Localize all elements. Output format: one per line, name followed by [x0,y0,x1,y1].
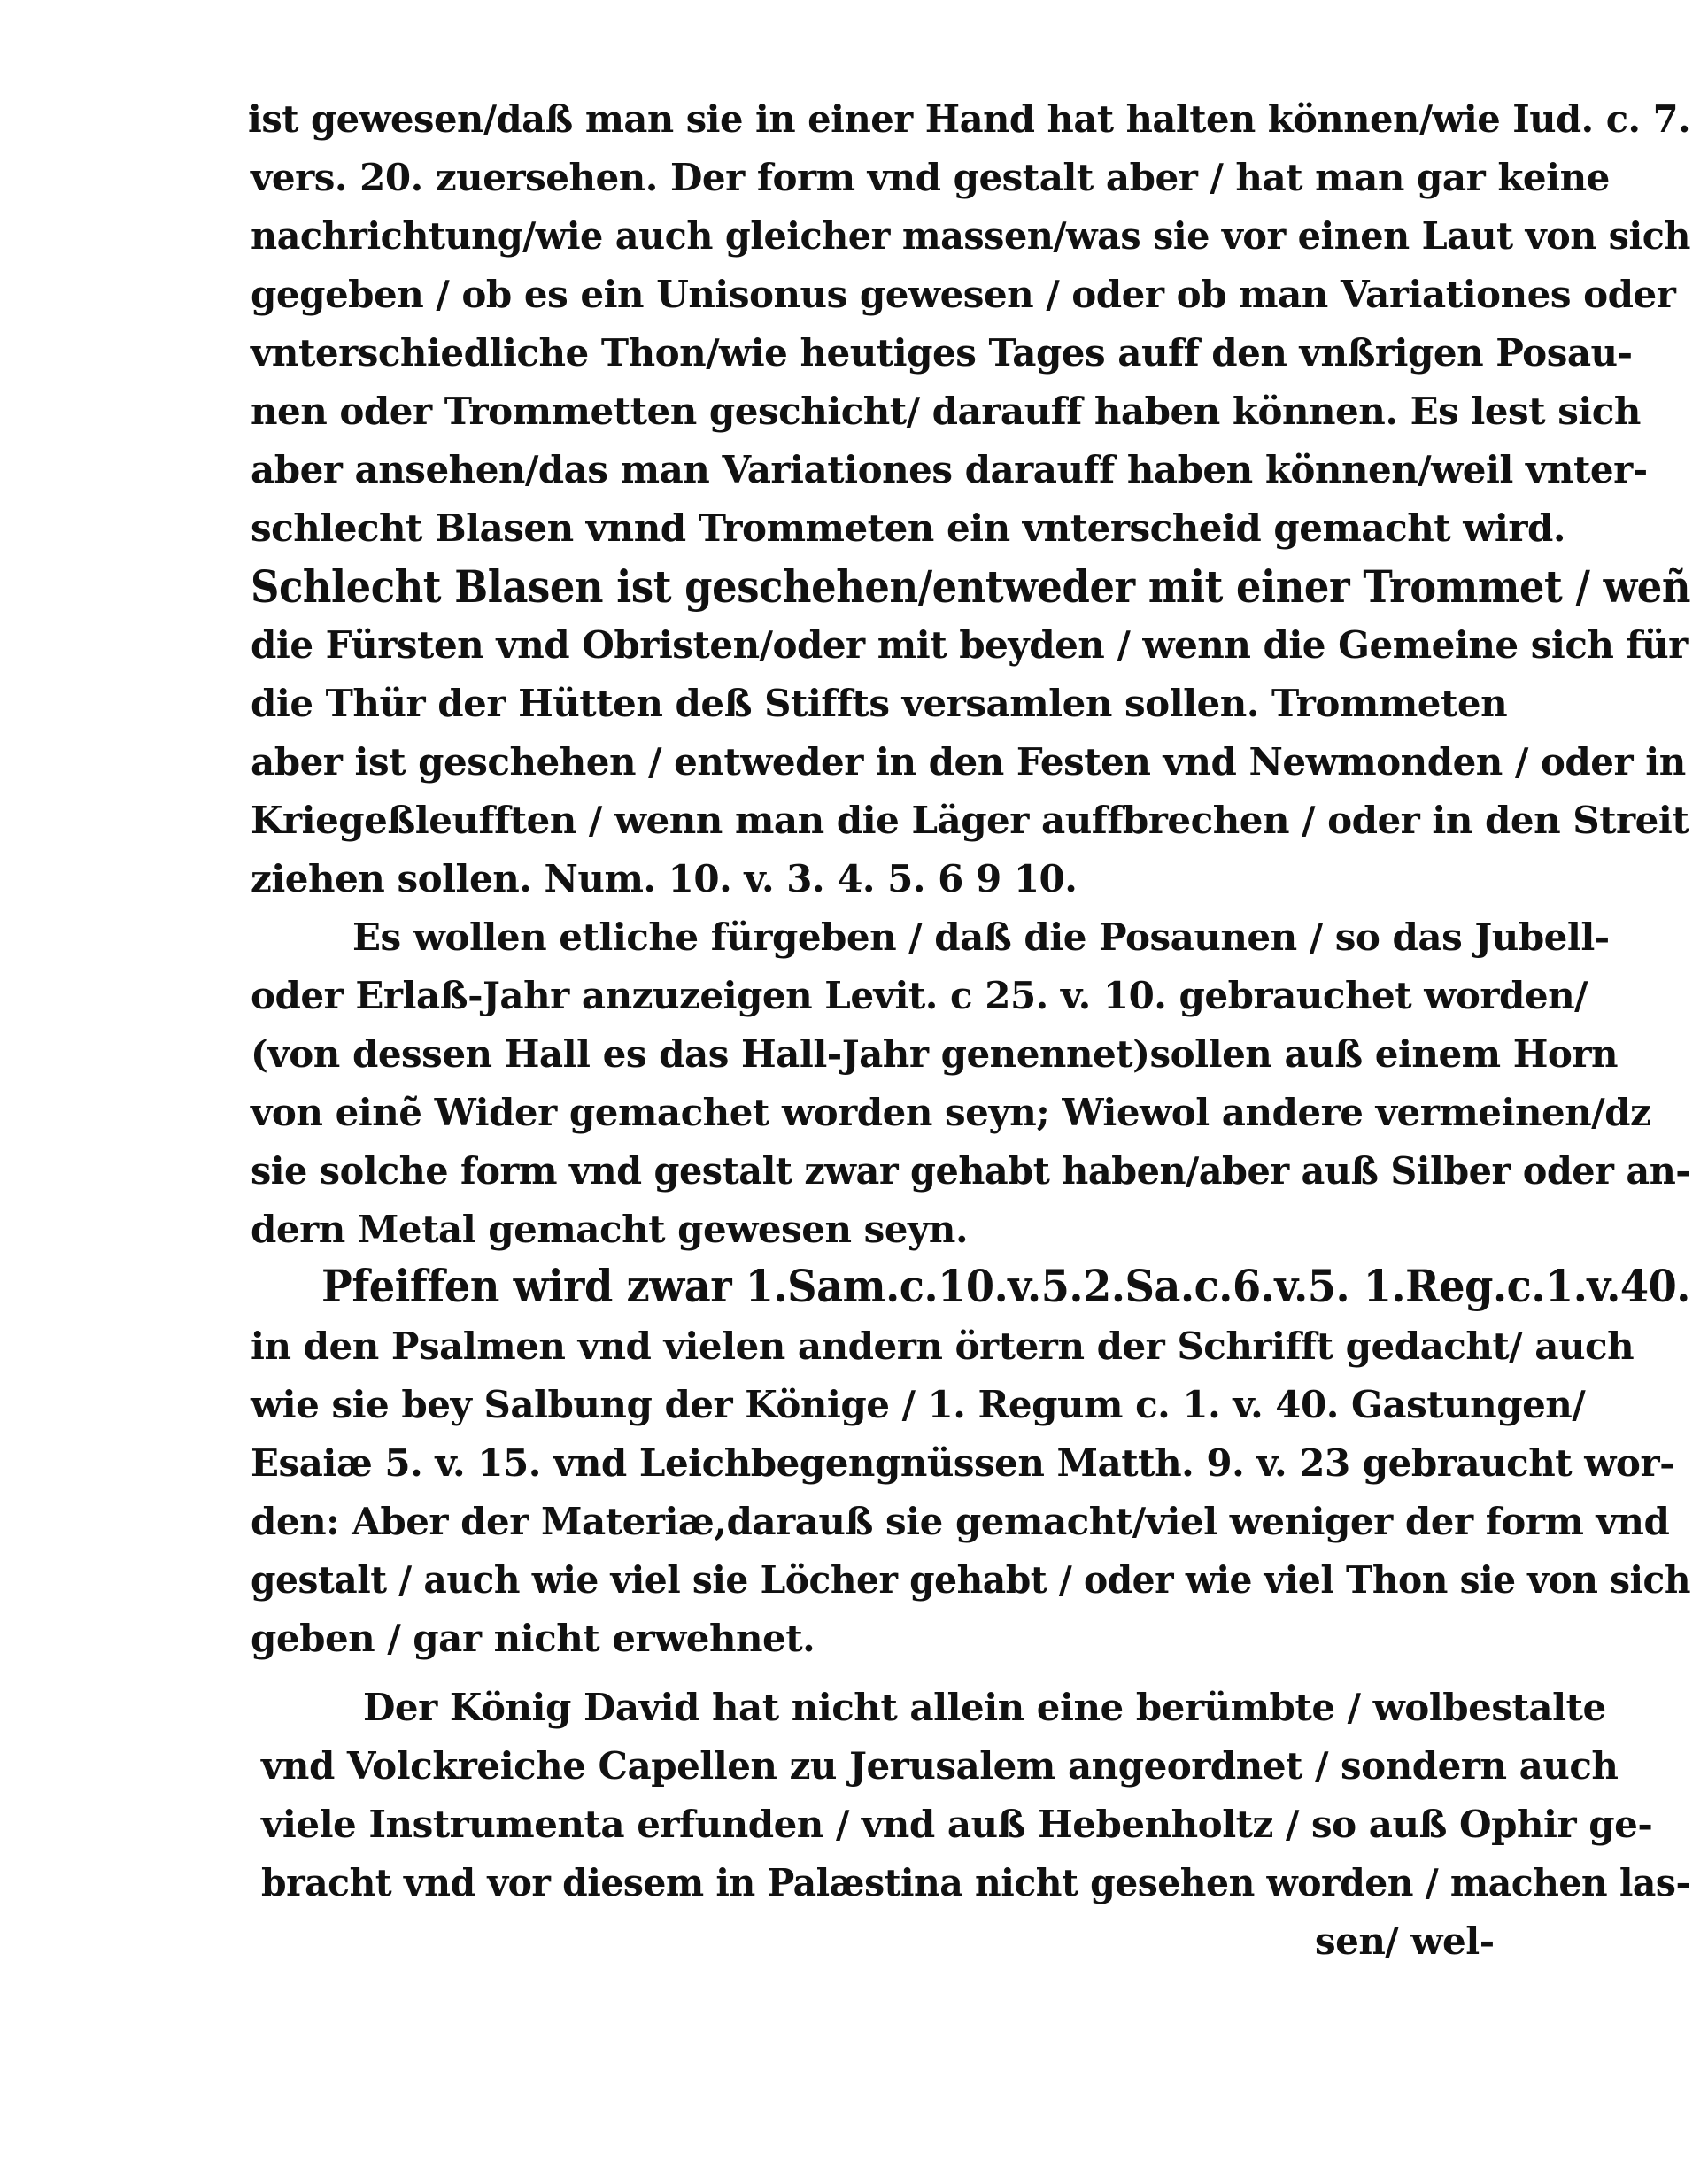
text-line: ziehen sollen. Num. 10. v. 3. 4. 5. 6 9 10. [251,857,1078,900]
text-line: schlecht Blasen vnnd Trommeten ein vnterscheid gemacht wird. [251,506,1565,550]
text-line: den: Aber der Materiæ,darauß sie gemacht/viel weniger der form vnd [251,1500,1670,1543]
text-line: vnterschiedliche Thon/wie heutiges Tages auff den vnßrigen Posau- [251,331,1633,375]
text-line: gegeben / ob es ein Unisonus gewesen / oder ob man Variationes oder [251,273,1676,316]
text-line: geben / gar nicht erwehnet. [251,1617,815,1660]
text-line: vers. 20. zuersehen. Der form vnd gestalt aber / hat man gar keine [251,156,1610,199]
text-line: sie solche form vnd gestalt zwar gehabt haben/aber auß Silber oder an- [251,1149,1690,1193]
text-line: Schlecht Blasen ist geschehen/entweder mit einer Trommet / weñ [251,560,1691,613]
text-line: vnd Volckreiche Capellen zu Jerusalem angeordnet / sondern auch [261,1744,1619,1788]
text-line: oder Erlaß-Jahr anzuzeigen Levit. c 25. v. 10. gebrauchet worden/ [251,974,1588,1017]
text-line: ist gewesen/daß man sie in einer Hand hat halten können/wie Iud. c. 7. [248,97,1691,141]
text-line: Pfeiffen wird zwar 1.Sam.c.10.v.5.2.Sa.c.6.v.5. 1.Reg.c.1.v.40. [321,1260,1690,1312]
text-line: viele Instrumenta erfunden / vnd auß Hebenholtz / so auß Ophir ge- [261,1803,1653,1846]
text-line: aber ist geschehen / entweder in den Festen vnd Newmonden / oder in [251,740,1686,784]
text-line: in den Psalmen vnd vielen andern örtern der Schrifft gedacht/ auch [251,1325,1635,1368]
text-line: Kriegeßleufften / wenn man die Läger auffbrechen / oder in den Streit [251,799,1689,842]
catchword: sen/ wel- [1315,1919,1495,1963]
text-line: gestalt / auch wie viel sie Löcher gehabt / oder wie viel Thon sie von sich [251,1558,1691,1602]
text-line: dern Metal gemacht gewesen seyn. [251,1208,969,1251]
text-line: die Thür der Hütten deß Stiffts versamlen sollen. Trommeten [251,682,1508,725]
text-line: wie sie bey Salbung der Könige / 1. Regum c. 1. v. 40. Gastungen/ [251,1383,1586,1426]
text-line: Esaiæ 5. v. 15. vnd Leichbegengnüssen Matth. 9. v. 23 gebraucht wor- [251,1441,1674,1485]
text-line: bracht vnd vor diesem in Palæstina nicht gesehen worden / machen las- [261,1861,1690,1904]
text-line: nachrichtung/wie auch gleicher massen/was sie vor einen Laut von sich [251,214,1690,258]
text-line: von einẽ Wider gemachet worden seyn; Wiewol andere vermeinen/dz [251,1091,1651,1134]
text-line: Der König David hat nicht allein eine berümbte / wolbestalte [363,1686,1606,1729]
text-line: (von dessen Hall es das Hall-Jahr genennet)sollen auß einem Horn [251,1032,1619,1076]
text-line: nen oder Trommetten geschicht/ darauff haben können. Es lest sich [251,390,1641,433]
text-line: die Fürsten vnd Obristen/oder mit beyden / wenn die Gemeine sich für [251,623,1688,667]
text-line: Es wollen etliche fürgeben / daß die Posaunen / so das Jubell- [352,915,1610,959]
text-line: aber ansehen/das man Variationes darauff haben können/weil vnter- [251,448,1648,491]
